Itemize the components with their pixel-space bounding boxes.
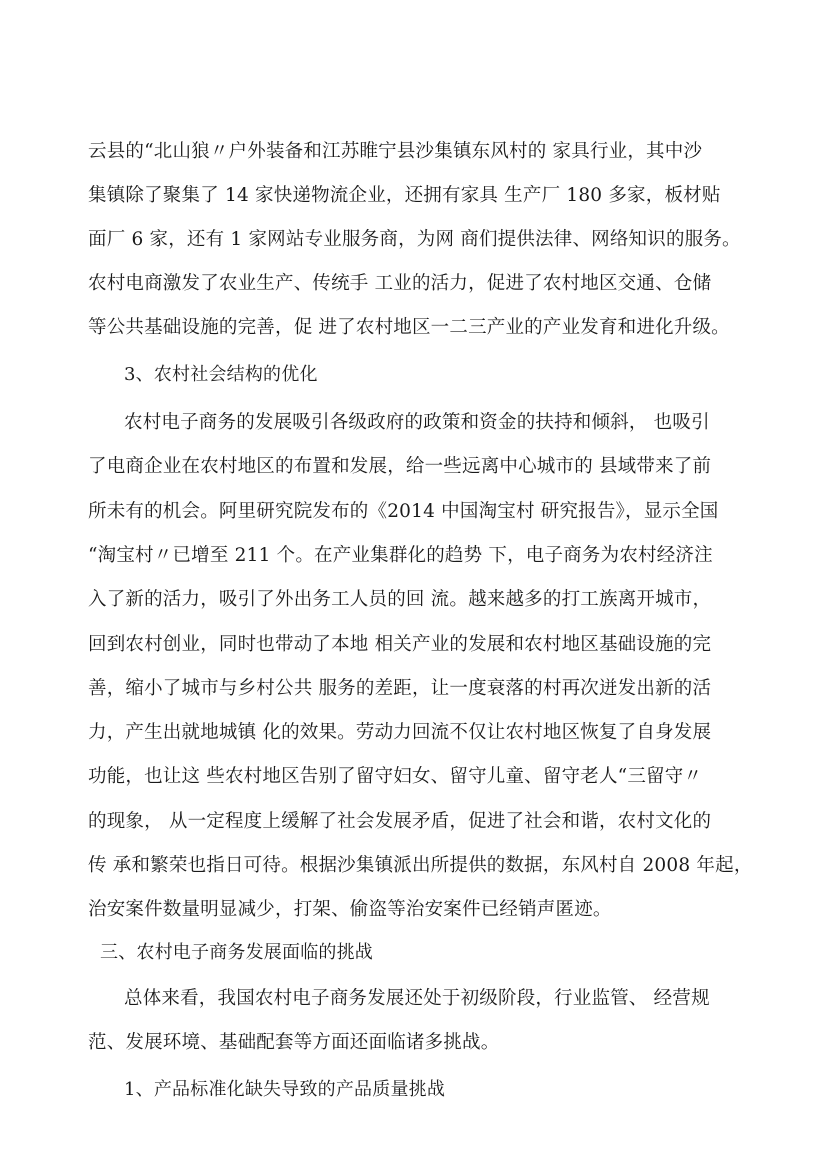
paragraph-line: 善，缩小了城市与乡村公共 服务的差距，让一度衰落的村再次迸发出新的活 — [88, 678, 712, 699]
paragraph-line: 了电商企业在农村地区的布置和发展，给一些远离中心城市的 县域带来了前 — [88, 456, 712, 477]
paragraph-line: 云县的“北山狼〃户外装备和江苏睢宁县沙集镇东风村的 家具行业，其中沙 — [88, 141, 703, 162]
paragraph-line: 总体来看，我国农村电子商务发展还处于初级阶段，行业监管、 经营规 — [124, 988, 710, 1009]
paragraph-line: 等公共基础设施的完善，促 进了农村地区一二三产业的产业发育和进化升级。 — [88, 317, 730, 338]
paragraph-line: 的现象， 从一定程度上缓解了社会发展矛盾，促进了社会和谐，农村文化的 — [88, 811, 712, 832]
paragraph-line: 集镇除了聚集了 14 家快递物流企业，还拥有家具 生产厂 180 多家，板材贴 — [88, 185, 721, 206]
paragraph-line: 力，产生出就地城镇 化的效果。劳动力回流不仅让农村地区恢复了自身发展 — [88, 722, 712, 743]
paragraph-line: 治安案件数量明显减少，打架、偷盗等治安案件已经销声匿迹。 — [88, 899, 612, 920]
paragraph-line: 回到农村创业，同时也带动了本地 相关产业的发展和农村地区基础设施的完 — [88, 634, 712, 655]
paragraph-line: 范、发展环境、基础配套等方面还面临诸多挑战。 — [88, 1032, 500, 1053]
paragraph-line: 面厂 6 家，还有 1 家网站专业服务商，为网 商们提供法律、网络知识的服务。 — [88, 229, 741, 250]
section-heading-challenges: 三、农村电子商务发展面临的挑战 — [100, 942, 373, 963]
paragraph-line: 农村电子商务的发展吸引各级政府的政策和资金的扶持和倾斜， 也吸引 — [124, 412, 710, 433]
subheading-social-structure: 3、农村社会结构的优化 — [124, 364, 318, 385]
paragraph-line: “淘宝村〃已增至 211 个。在产业集群化的趋势 下，电子商务为农村经济注 — [88, 545, 713, 566]
paragraph-line: 功能，也让这 些农村地区告别了留守妇女、留守儿童、留守老人“三留守〃 — [88, 766, 703, 787]
paragraph-line: 所未有的机会。阿里研究院发布的《2014 中国淘宝村 研究报告》，显示全国 — [88, 501, 719, 522]
subheading-product-quality: 1、产品标准化缺失导致的产品质量挑战 — [124, 1079, 446, 1100]
paragraph-line: 农村电商激发了农业生产、传统手 工业的活力，促进了农村地区交通、仓储 — [88, 273, 712, 294]
paragraph-line: 入了新的活力，吸引了外出务工人员的回 流。越来越多的打工族离开城市， — [88, 589, 712, 610]
paragraph-line: 传 承和繁荣也指日可待。根据沙集镇派出所提供的数据，东风村自 2008 年起， — [88, 855, 753, 876]
